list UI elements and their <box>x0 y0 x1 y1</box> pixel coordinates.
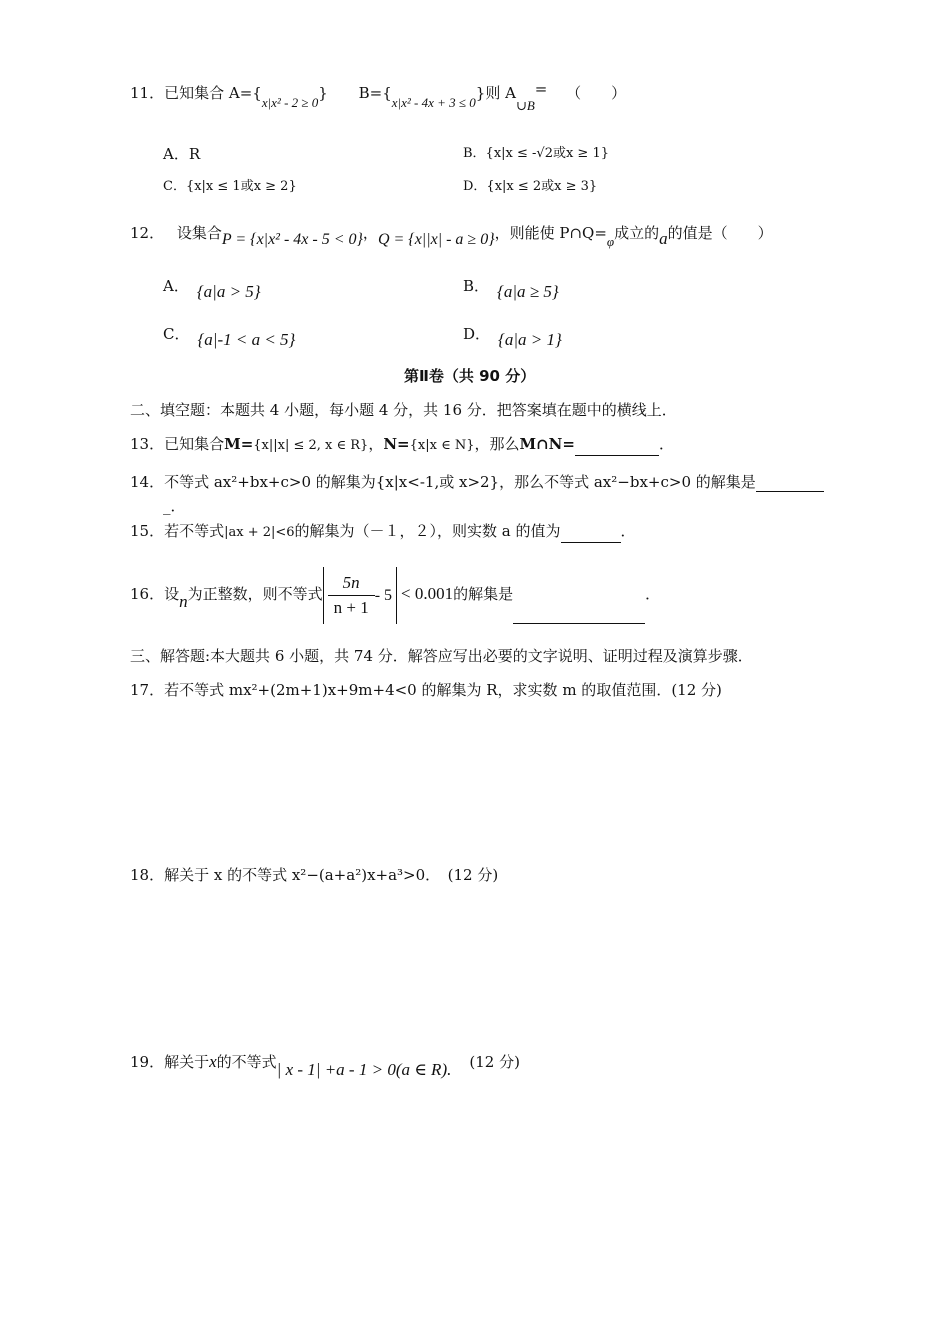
q14-continuation: _． <box>163 497 186 515</box>
q18: 18．解关于 x 的不等式 x²−(a+a²)x+a³>0． (12 分) <box>130 866 499 884</box>
q13: 13．已知集合M={x||x| ≤ 2, x ∈ R}，N={x|x ∈ N}，那么M∩N= ． <box>130 434 674 456</box>
q15-answer-blank[interactable] <box>561 526 621 543</box>
q12-option-a: A． {a|a > 5} <box>163 277 261 301</box>
part2-heading: 第Ⅱ卷（共 90 分） <box>404 367 536 385</box>
q11-option-b: B．{x|x ≤ -√2或x ≥ 1} <box>463 146 610 161</box>
q14: 14．不等式 ax²+bx+c>0 的解集为{x|x<-1,或 x>2}，那么不等式 ax²−bx+c>0 的解集是 <box>130 472 824 492</box>
q16-answer-blank[interactable] <box>513 595 645 624</box>
q14-answer-blank[interactable] <box>756 475 824 492</box>
q16-absolute-value: $\frac{5n}{n + 1}$ - 5 <box>323 567 397 624</box>
q11-option-c: C．{x|x ≤ 1或x ≥ 2} <box>163 179 297 194</box>
section-2-instructions: 二、填空题：本题共 4 小题，每小题 4 分，共 16 分．把答案填在题中的横线上． <box>130 401 677 419</box>
q11-stem: 11．已知集合 A={x|x² - 2 ≥ 0} B={x|x² - 4x + 3 ≤ 0}则 A∪B= （ ） <box>130 80 627 113</box>
q17: 17．若不等式 mx²+(2m+1)x+9m+4<0 的解集为 R，求实数 m 的取值范围．(12 分) <box>130 681 722 699</box>
q12-option-c: C． {a|-1 < a < 5} <box>163 325 296 349</box>
q12-option-d: D． {a|a > 1} <box>463 325 562 349</box>
q11-option-a: A．R <box>163 145 201 163</box>
q11-option-d: D．{x|x ≤ 2或x ≥ 3} <box>463 179 598 194</box>
q15: 15．若不等式|ax + 2|<6的解集为（－１，２），则实数 a 的值为 ． <box>130 521 636 543</box>
q16: 16．设n为正整数，则不等式 $\frac{5n}{n + 1}$ - 5 < 0.001的解集是 ． <box>130 566 660 622</box>
q12-option-b: B． {a|a ≥ 5} <box>463 277 559 301</box>
section-3-instructions: 三、解答题:本大题共 6 小题，共 74 分．解答应写出必要的文字说明、证明过程及演算步骤． <box>130 647 753 665</box>
q12-stem: 12． 设集合P = {x|x² - 4x - 5 < 0}，Q = {x||x| - a ≥ 0}，则能使 P∩Q=φ成立的a的值是（ ） <box>130 224 773 249</box>
q19: 19．解关于x的不等式| x - 1| +a - 1 > 0(a ∈ R). (12 分) <box>130 1052 520 1079</box>
q13-answer-blank[interactable] <box>575 439 659 456</box>
